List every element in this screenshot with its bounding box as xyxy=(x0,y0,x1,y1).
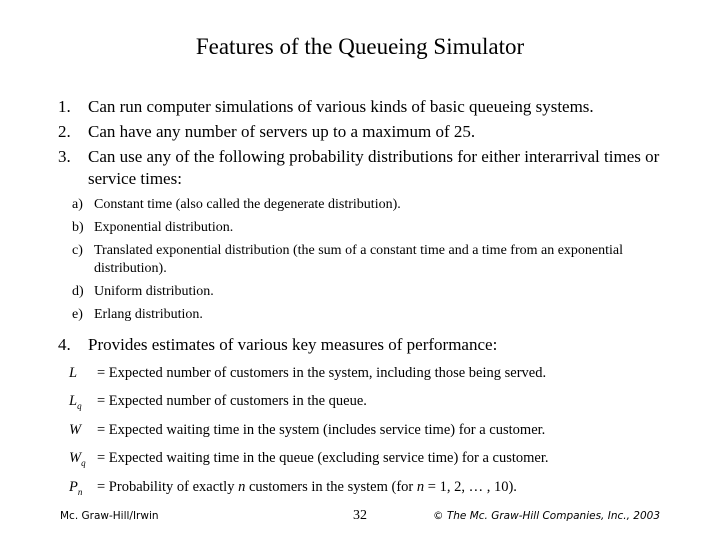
sub-list-item xyxy=(72,283,698,301)
sub-list-item xyxy=(72,242,698,278)
feature-list xyxy=(58,96,698,506)
measure-symbol: W xyxy=(69,421,82,438)
sub-list-item xyxy=(72,219,698,237)
page-number: 32 xyxy=(353,508,367,523)
item-text: Can run computer simulations of various kinds of basic queueing systems. xyxy=(88,97,594,116)
footer-copyright: © The Mc. Graw-Hill Companies, Inc., 2003 xyxy=(433,510,660,522)
measure-definition: = Expected waiting time in the system (includes service time) for a customer. xyxy=(97,421,546,438)
measure-symbol: $P_n$ xyxy=(69,478,83,497)
sub-item-letter: d) xyxy=(72,284,84,299)
sub-item-text: Translated exponential distribution (the sum of a constant time and a time from an exponential distribution). xyxy=(94,243,624,276)
page-title: Features of the Queueing Simulator xyxy=(195,34,525,59)
measure-row xyxy=(69,449,698,473)
measure-definition: = Expected waiting time in the queue (excluding service time) for a customer. xyxy=(97,450,549,467)
footer-publisher: Mc. Graw-Hill/Irwin xyxy=(60,510,159,522)
measure-row xyxy=(69,421,698,445)
measure-definition: = Expected number of customers in the system, including those being served. xyxy=(97,365,547,381)
sub-item-text: Constant time (also called the degenerate distribution). xyxy=(94,197,401,212)
list-item xyxy=(58,146,698,190)
sub-item-text: Erlang distribution. xyxy=(94,307,203,322)
sub-item-text: Exponential distribution. xyxy=(94,220,234,235)
measure-symbol: L xyxy=(69,365,78,381)
measure-symbol: $L_q$ xyxy=(69,393,82,412)
list-item xyxy=(58,334,698,356)
measure-symbol: $W_q$ xyxy=(69,450,86,469)
measures-list xyxy=(69,364,698,501)
measure-row xyxy=(69,392,698,416)
list-item xyxy=(58,96,698,118)
measure-row xyxy=(69,364,698,388)
sub-item-letter: a) xyxy=(72,197,83,212)
measure-definition: = Probability of exactly n customers in the system (for n = 1, 2, … , 10). xyxy=(97,478,517,495)
item-number: 4. xyxy=(58,335,71,354)
item-text: Can have any number of servers up to a maximum of 25. xyxy=(88,122,476,141)
sub-item-letter: b) xyxy=(72,220,84,235)
sub-item-letter: e) xyxy=(72,307,83,322)
item-text: Provides estimates of various key measures of performance: xyxy=(88,335,498,354)
measure-definition: = Expected number of customers in the queue. xyxy=(97,393,367,410)
item-number: 1. xyxy=(58,97,71,116)
sub-item-letter: c) xyxy=(72,243,83,258)
item-text: Can use any of the following probability distributions for either interarrival times or service times: xyxy=(88,147,660,188)
sub-list-item xyxy=(72,306,698,324)
sub-list-item xyxy=(72,196,698,214)
measure-row xyxy=(69,478,698,502)
list-item xyxy=(58,121,698,143)
item-number: 3. xyxy=(58,147,71,166)
sub-item-text: Uniform distribution. xyxy=(94,284,214,299)
item-number: 2. xyxy=(58,122,71,141)
distribution-list xyxy=(72,196,698,324)
